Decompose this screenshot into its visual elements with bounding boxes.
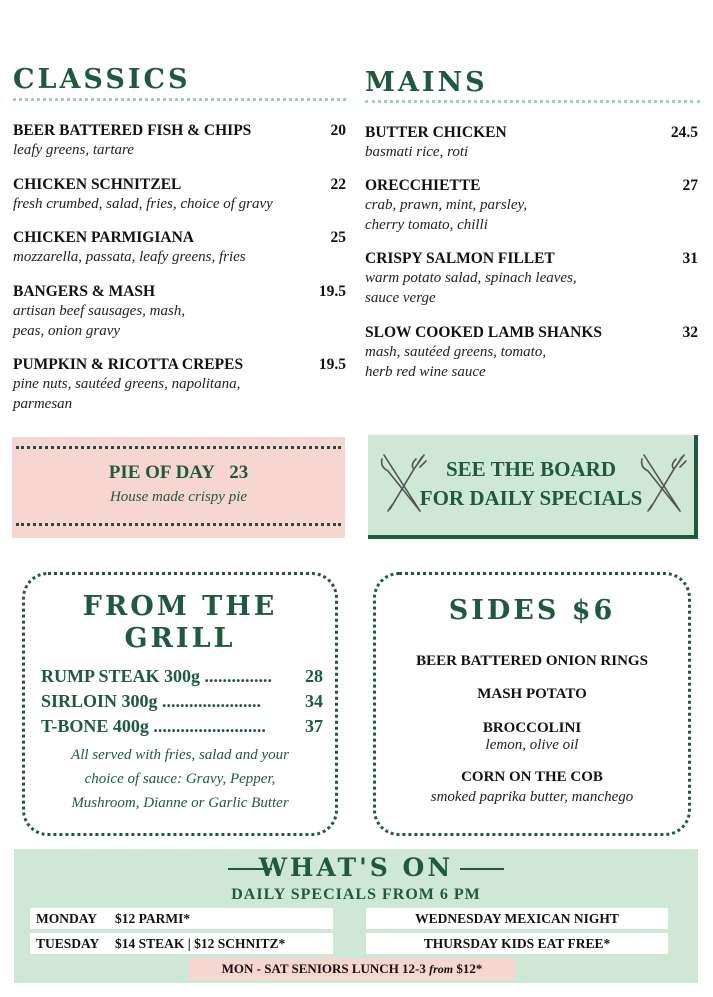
grill-item [41,666,272,687]
item-name: SLOW COOKED LAMB SHANKS [365,324,602,341]
grill-frame [22,572,338,836]
item-desc: warm potato salad, spinach leaves, [365,270,577,286]
pie-desc: House made crispy pie [109,489,248,505]
grill-item-name: SIRLOIN 300g [41,691,158,711]
pie-bottom-dots [16,523,341,526]
grill-item-price: 28 [305,666,323,686]
menu-item [365,324,698,382]
menu-item [365,177,698,235]
special-day: MONDAY [36,911,98,926]
side-desc: smoked paprika butter, manchego [430,789,634,805]
fork-knife-icon [636,451,688,517]
grill-title-line-1: FROM THE [82,591,278,622]
grill-item-name: RUMP STEAK 300g [41,666,201,686]
item-price: 32 [682,324,698,341]
item-desc: herb red wine sauce [365,364,486,380]
classics-divider [13,98,346,101]
item-desc: pine nuts, sautéed greens, napolitana, [13,376,241,392]
special-text: $14 STEAK | $12 SCHNITZ* [115,936,286,951]
special-row [30,933,333,954]
side-item: CORN ON THE COB [461,769,603,785]
item-price: 25 [330,229,346,246]
item-desc: parmesan [13,396,73,412]
item-name: PUMPKIN & RICOTTA CREPES [13,356,244,373]
side-item: BROCCOLINI [482,720,582,736]
grill-item-dots: ............... [204,666,273,686]
grill-note [25,743,335,815]
mains-title: MAINS [365,67,488,98]
mains-divider [365,100,700,103]
seniors-text: MON - SAT SENIORS LUNCH 12-3 [221,961,426,976]
menu-item [13,122,346,160]
item-desc: basmati rice, roti [365,144,469,160]
grill-item-price: 37 [305,716,323,736]
item-desc: mozzarella, passata, leafy greens, fries [13,249,246,265]
item-price: 27 [682,177,698,194]
menu-item [13,283,346,341]
pie-title: PIE OF DAY [108,462,216,483]
item-price: 19.5 [318,283,346,300]
seniors-from: from [429,962,454,976]
grill-title-line-2: GRILL [124,623,236,654]
special-row [30,908,333,929]
seniors-price: $12* [456,961,483,976]
item-name: BUTTER CHICKEN [365,124,507,141]
item-desc: sauce verge [365,290,436,306]
board-line-1: SEE THE BOARD [446,457,616,481]
special-row: THURSDAY KIDS EAT FREE* [366,933,668,954]
grill-item-name: T-BONE 400g [41,716,149,736]
grill-item-dots: ......................... [153,716,266,736]
pie-price: 23 [229,462,249,483]
item-desc: crab, prawn, mint, parsley, [365,197,528,213]
menu-item [365,250,698,308]
menu-item [13,176,346,214]
special-text: $12 PARMI* [115,911,191,926]
whats-on-rule-right [460,868,504,870]
item-price: 31 [682,250,698,267]
menu-item [13,229,346,267]
item-price: 22 [330,176,346,193]
special-day: TUESDAY [36,936,100,951]
item-name: BANGERS & MASH [13,283,156,300]
item-name: CHICKEN PARMIGIANA [13,229,194,246]
item-price: 24.5 [670,124,698,141]
menu-item [365,124,698,162]
item-name: ORECCHIETTE [365,177,481,194]
grill-note-line: All served with fries, salad and your [71,747,289,763]
special-row: WEDNESDAY MEXICAN NIGHT [366,908,668,929]
side-desc: lemon, olive oil [485,737,579,753]
grill-title [25,591,335,655]
daily-specials-board [368,435,698,539]
item-desc: peas, onion gravy [13,323,121,339]
menu-item [13,356,346,414]
grill-item-dots: ...................... [162,691,262,711]
item-price: 20 [330,122,346,139]
pie-title-line [12,462,345,484]
item-desc: mash, sautéed greens, tomato, [365,344,547,360]
item-name: CRISPY SALMON FILLET [365,250,555,267]
pie-top-dots [16,446,341,449]
whats-on-title: WHAT'S ON [258,853,454,882]
item-price: 19.5 [318,356,346,373]
side-item: BEER BATTERED ONION RINGS [416,653,648,669]
board-line-2: FOR DAILY SPECIALS [419,486,643,510]
grill-note-line: choice of sauce: Gravy, Pepper, [84,771,276,787]
item-desc: leafy greens, tartare [13,142,134,158]
grill-item [41,716,266,737]
item-desc: artisan beef sausages, mash, [13,303,186,319]
classics-title: CLASSICS [13,64,191,95]
sides-title: SIDES $6 [448,595,616,626]
item-name: CHICKEN SCHNITZEL [13,176,182,193]
grill-item [41,691,261,712]
side-item: MASH POTATO [477,686,587,702]
grill-note-line: Mushroom, Dianne or Garlic Butter [71,795,289,811]
sides-frame [373,572,691,836]
item-name: BEER BATTERED FISH & CHIPS [13,122,252,139]
whats-on-box [14,849,698,983]
grill-item-price: 34 [305,691,323,711]
item-desc: cherry tomato, chilli [365,217,488,233]
whats-on-subtitle: DAILY SPECIALS FROM 6 PM [231,886,481,903]
pie-of-day-box [12,437,345,538]
item-desc: fresh crumbed, salad, fries, choice of gravy [13,196,273,212]
seniors-lunch [189,958,515,979]
